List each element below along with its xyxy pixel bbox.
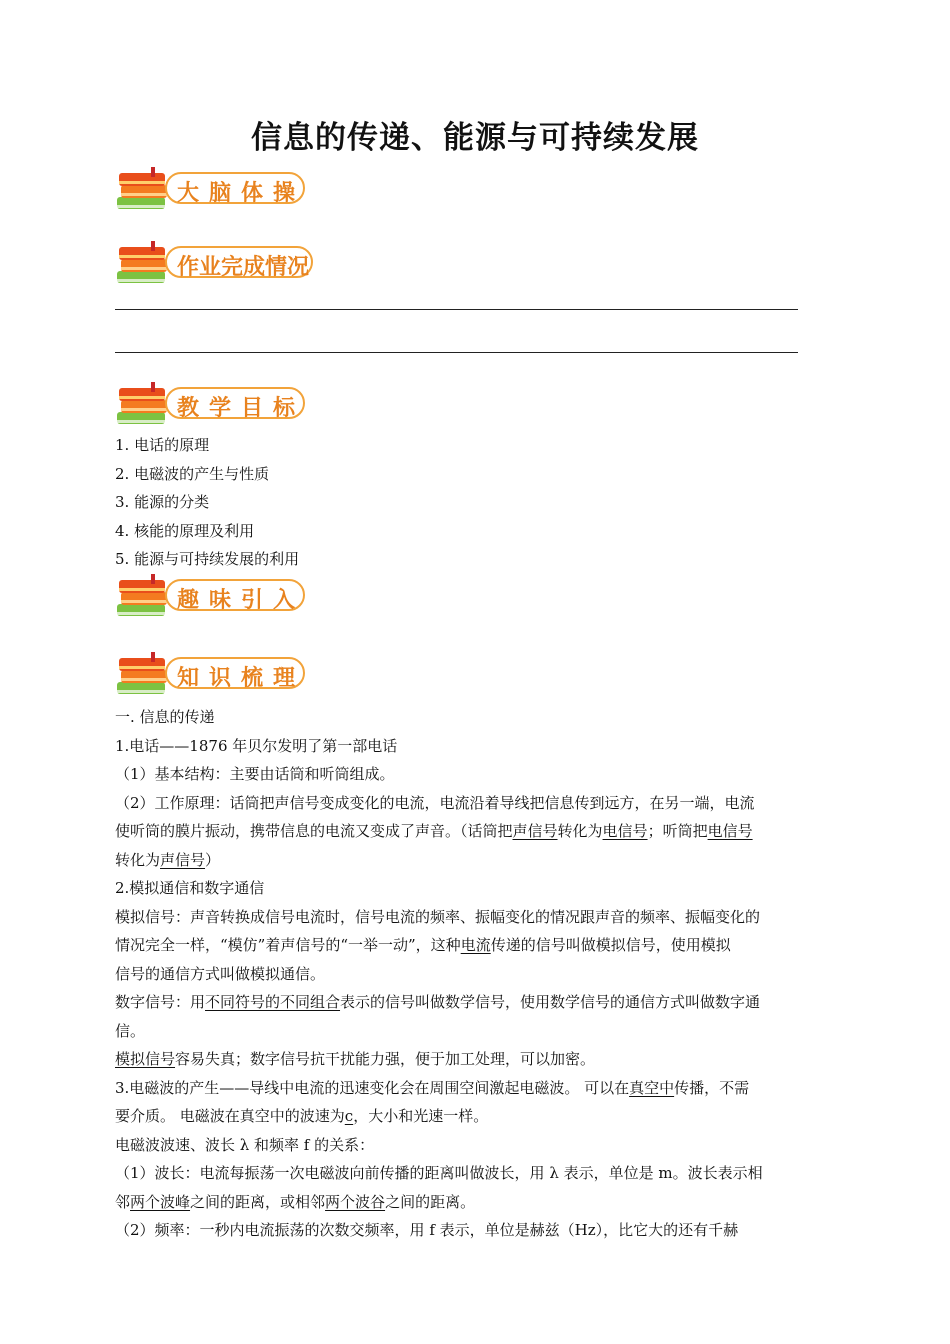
underlined-term: c [344,1107,354,1125]
section-title: 大脑体操 [177,181,306,206]
text-run: ，大小和光速一样。 [353,1107,489,1125]
underlined-term: 电信号 [707,822,753,840]
paragraph-line [115,931,840,960]
underlined-term: 模拟信号 [115,1050,176,1068]
underlined-term: 电流 [460,936,491,954]
books-icon [113,572,173,622]
paragraph-line: 信号的通信方式叫做模拟通信。 [115,964,326,983]
text-run: ；听筒把 [647,822,708,840]
answer-line [115,309,798,310]
text-run: 数字信号：用 [115,993,206,1011]
section-banner-intro [113,572,313,622]
section-banner-homework [113,239,313,289]
section-banner-goals [113,380,313,430]
paragraph-line: （1）基本结构：主要由话筒和听筒组成。 [115,765,395,783]
list-item: 5. 能源与可持续发展的利用 [115,550,300,568]
section-banner-brain [113,165,313,215]
goals-list [115,431,840,574]
underlined-term: 不同符号的不同组合 [205,993,341,1011]
paragraph-line: （2）频率：一秒内电流振荡的次数交频率，用 f 表示，单位是赫兹（Hz），比它大的还有千赫 [115,1221,739,1239]
underlined-term: 真空中 [629,1078,675,1097]
knowledge-body [115,703,840,1245]
paragraph-line: 信。 [115,1021,146,1040]
text-run: ） [205,850,221,869]
paragraph-line: （1）波长：电流每振荡一次电磁波向前传播的距离叫做波长，用 λ 表示，单位是 m。波长表示相 [115,1164,763,1182]
paragraph-line [115,1102,840,1131]
paragraph-line: 1.电话——1876 年贝尔发明了第一部电话 [115,736,398,755]
list-item: 2. 电磁波的产生与性质 [115,464,270,483]
text-run: 情况完全一样，“模仿”着声信号的“一举一动”，这种 [115,936,461,954]
text-run: 要介质。 电磁波在真空中的波速为 [115,1107,345,1125]
underlined-term: 声信号 [512,822,558,840]
books-icon [113,165,173,215]
section-title: 作业完成情况 [177,255,310,280]
paragraph-line: 模拟信号：声音转换成信号电流时，信号电流的频率、振幅变化的情况跟声音的频率、振幅变化的 [115,907,761,926]
paragraph-line [115,988,840,1017]
paragraph-line: 2.模拟通信和数字通信 [115,879,265,897]
text-run: 转化为 [115,850,161,869]
section-banner-knowledge [113,650,313,700]
text-run: 之间的距离。 [385,1192,476,1211]
paragraph-line [115,1188,840,1217]
text-run: 3.电磁波的产生——导线中电流的迅速变化会在周围空间激起电磁波。 可以在 [115,1078,630,1097]
text-run: 转化为 [557,822,603,840]
books-icon [113,650,173,700]
page-title: 信息的传递、能源与可持续发展 [251,120,699,156]
text-run: 使听筒的膜片振动，携带信息的电流又变成了声音。（话筒把 [115,822,513,840]
section-title: 知识梳理 [177,666,306,691]
answer-line [115,352,798,353]
paragraph-line [115,1045,840,1074]
underlined-term: 声信号 [160,850,206,869]
list-item: 4. 核能的原理及利用 [115,521,255,540]
paragraph-line: 电磁波波速、波长 λ 和频率 f 的关系： [115,1135,375,1154]
paragraph-line [115,817,840,846]
paragraph-line [115,1074,840,1103]
list-item: 1. 电话的原理 [115,436,210,454]
paragraph-line [115,846,840,875]
underlined-term: 两个波谷 [325,1192,386,1211]
section-title: 教学目标 [177,396,306,421]
text-run: 邻 [115,1192,131,1211]
books-icon [113,380,173,430]
underlined-term: 两个波峰 [130,1192,191,1211]
text-run: 表示的信号叫做数学信号，使用数学信号的通信方式叫做数字通 [340,993,761,1011]
list-item: 3. 能源的分类 [115,493,210,511]
text-run: 之间的距离，或相邻 [190,1192,326,1211]
text-run: 容易失真；数字信号抗干扰能力强，便于加工处理，可以加密。 [175,1050,596,1068]
text-run: 传递的信号叫做模拟信号，使用模拟 [490,936,731,954]
section-title: 趣味引入 [177,588,306,613]
underlined-term: 电信号 [602,822,648,840]
heading-line: 一. 信息的传递 [115,708,215,726]
books-icon [113,239,173,289]
paragraph-line: （2）工作原理：话筒把声信号变成变化的电流，电流沿着导线把信息传到远方，在另一端，电流 [115,793,755,812]
text-run: 传播，不需 [674,1078,750,1097]
